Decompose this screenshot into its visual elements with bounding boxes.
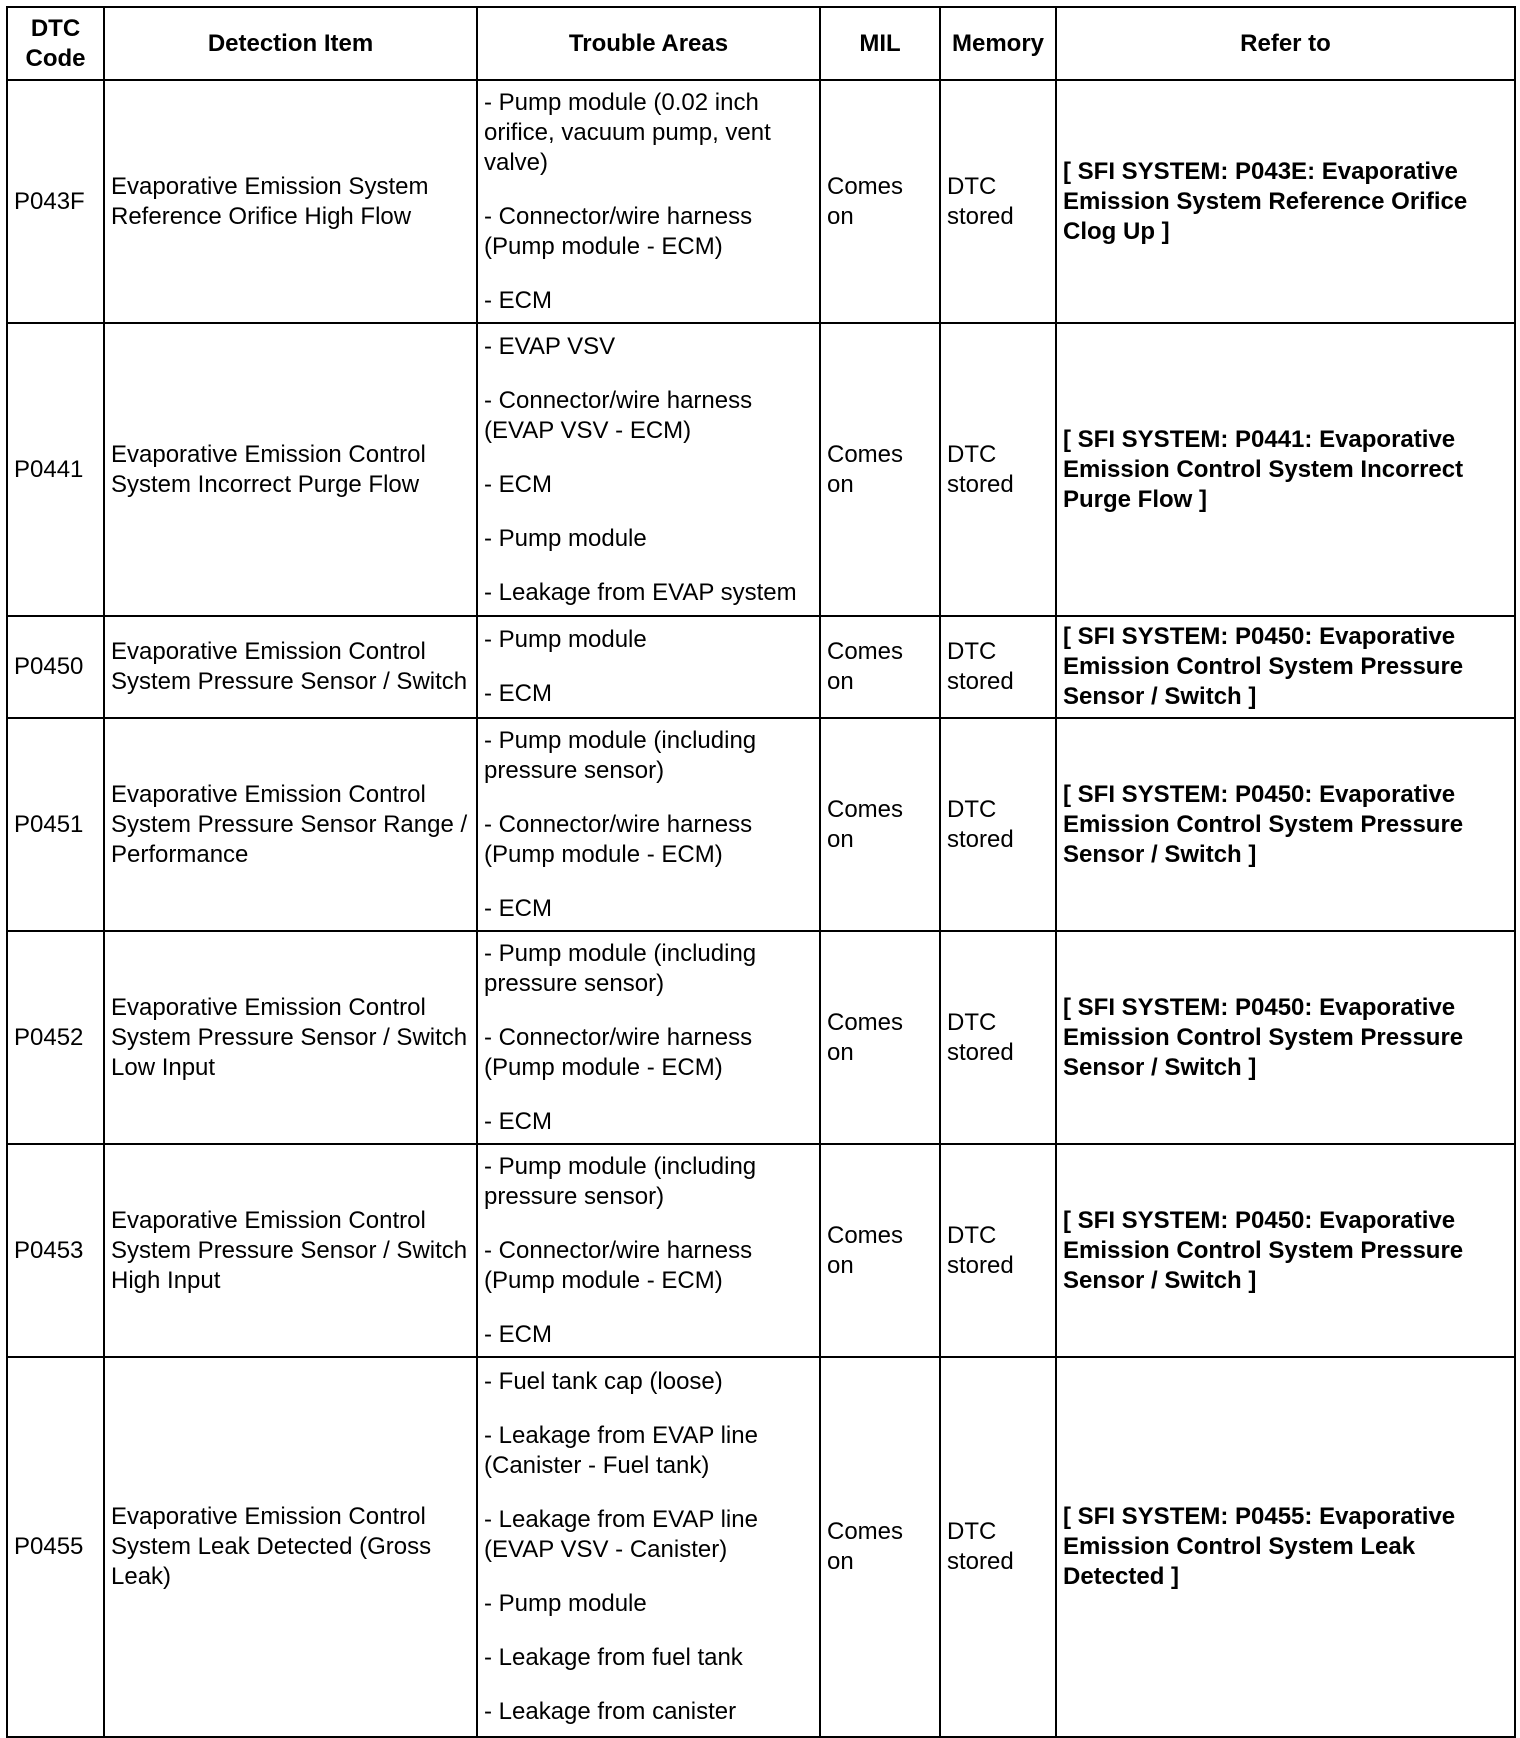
dtc-code-cell: P043F (7, 80, 104, 323)
header-trouble-areas: Trouble Areas (477, 7, 820, 80)
dtc-code-cell: P0452 (7, 931, 104, 1144)
memory-cell: DTC stored (940, 616, 1056, 718)
trouble-area-item: - Pump module (484, 524, 647, 552)
trouble-area-item: - ECM (484, 1320, 552, 1348)
table-row (7, 931, 1515, 1144)
dtc-code-cell: P0441 (7, 323, 104, 616)
header-refer-to: Refer to (1056, 7, 1515, 80)
refer-to-cell: [ SFI SYSTEM: P0450: Evaporative Emission Control System Pressure Sensor / Switch ] (1056, 1144, 1515, 1357)
table-body (7, 80, 1515, 1737)
trouble-area-item: - Pump module (484, 626, 647, 653)
mil-cell: Comes on (820, 616, 940, 718)
trouble-areas-cell (477, 616, 820, 718)
trouble-area-item: - Connector/wire harness (Pump module - ECM) (484, 202, 753, 260)
table-row (7, 1357, 1515, 1737)
memory-cell: DTC stored (940, 931, 1056, 1144)
trouble-area-item: - Leakage from EVAP system (484, 578, 797, 606)
refer-to-cell: [ SFI SYSTEM: P0450: Evaporative Emission Control System Pressure Sensor / Switch ] (1056, 616, 1515, 718)
memory-cell: DTC stored (940, 323, 1056, 616)
refer-to-cell: [ SFI SYSTEM: P043E: Evaporative Emission System Reference Orifice Clog Up ] (1056, 80, 1515, 323)
trouble-area-item: - Pump module (including pressure sensor) (484, 726, 757, 784)
header-memory: Memory (940, 7, 1056, 80)
mil-cell: Comes on (820, 1144, 940, 1357)
header-mil: MIL (820, 7, 940, 80)
trouble-area-item: - ECM (484, 1107, 552, 1135)
trouble-area-item: - Connector/wire harness (Pump module - ECM) (484, 1236, 753, 1294)
table-row (7, 1144, 1515, 1357)
mil-cell: Comes on (820, 1357, 940, 1737)
dtc-table (6, 6, 1516, 1738)
refer-to-cell: [ SFI SYSTEM: P0455: Evaporative Emission Control System Leak Detected ] (1056, 1357, 1515, 1737)
memory-cell: DTC stored (940, 80, 1056, 323)
mil-cell: Comes on (820, 718, 940, 931)
detection-item-cell: Evaporative Emission Control System Pressure Sensor / Switch High Input (104, 1144, 477, 1357)
memory-cell: DTC stored (940, 718, 1056, 931)
dtc-code-cell: P0453 (7, 1144, 104, 1357)
trouble-areas-cell (477, 1357, 820, 1737)
trouble-area-item: - Connector/wire harness (EVAP VSV - ECM) (484, 386, 753, 444)
trouble-area-item: - Leakage from canister (484, 1698, 737, 1725)
trouble-area-item: - Leakage from EVAP line (EVAP VSV - Canister) (484, 1506, 758, 1563)
trouble-areas-cell (477, 931, 820, 1144)
trouble-area-item: - Connector/wire harness (Pump module - ECM) (484, 1023, 753, 1081)
trouble-area-item: - Pump module (484, 1590, 647, 1617)
refer-to-cell: [ SFI SYSTEM: P0450: Evaporative Emission Control System Pressure Sensor / Switch ] (1056, 931, 1515, 1144)
memory-cell: DTC stored (940, 1144, 1056, 1357)
detection-item-cell: Evaporative Emission Control System Pressure Sensor Range / Performance (104, 718, 477, 931)
trouble-area-item: - Pump module (including pressure sensor) (484, 1152, 757, 1210)
trouble-areas-cell (477, 718, 820, 931)
header-dtc-code: DTC Code (7, 7, 104, 80)
mil-cell: Comes on (820, 931, 940, 1144)
trouble-area-item: - ECM (484, 470, 552, 498)
trouble-area-item: - Connector/wire harness (Pump module - ECM) (484, 810, 753, 868)
table-row (7, 80, 1515, 323)
detection-item-cell: Evaporative Emission Control System Incorrect Purge Flow (104, 323, 477, 616)
trouble-areas-cell (477, 80, 820, 323)
detection-item-cell: Evaporative Emission Control System Leak Detected (Gross Leak) (104, 1357, 477, 1737)
mil-cell: Comes on (820, 323, 940, 616)
detection-item-cell: Evaporative Emission Control System Pressure Sensor / Switch Low Input (104, 931, 477, 1144)
detection-item-cell: Evaporative Emission Control System Pressure Sensor / Switch (104, 616, 477, 718)
header-detection-item: Detection Item (104, 7, 477, 80)
dtc-code-cell: P0450 (7, 616, 104, 718)
table-row (7, 718, 1515, 931)
trouble-area-item: - Leakage from EVAP line (Canister - Fuel tank) (484, 1422, 758, 1479)
mil-cell: Comes on (820, 80, 940, 323)
trouble-area-item: - Fuel tank cap (loose) (484, 1368, 723, 1395)
table-row (7, 616, 1515, 718)
trouble-area-item: - Leakage from fuel tank (484, 1644, 743, 1671)
trouble-areas-cell (477, 323, 820, 616)
trouble-area-item: - ECM (484, 894, 552, 922)
trouble-area-item: - Pump module (0.02 inch orifice, vacuum pump, vent valve) (484, 88, 771, 176)
memory-cell: DTC stored (940, 1357, 1056, 1737)
table-row (7, 323, 1515, 616)
dtc-code-cell: P0455 (7, 1357, 104, 1737)
refer-to-cell: [ SFI SYSTEM: P0450: Evaporative Emission Control System Pressure Sensor / Switch ] (1056, 718, 1515, 931)
trouble-area-item: - ECM (484, 680, 552, 707)
trouble-area-item: - Pump module (including pressure sensor) (484, 939, 757, 997)
trouble-areas-cell (477, 1144, 820, 1357)
header-row (7, 7, 1515, 80)
trouble-area-item: - EVAP VSV (484, 332, 616, 360)
trouble-area-item: - ECM (484, 286, 552, 314)
detection-item-cell: Evaporative Emission System Reference Orifice High Flow (104, 80, 477, 323)
dtc-code-cell: P0451 (7, 718, 104, 931)
refer-to-cell: [ SFI SYSTEM: P0441: Evaporative Emission Control System Incorrect Purge Flow ] (1056, 323, 1515, 616)
